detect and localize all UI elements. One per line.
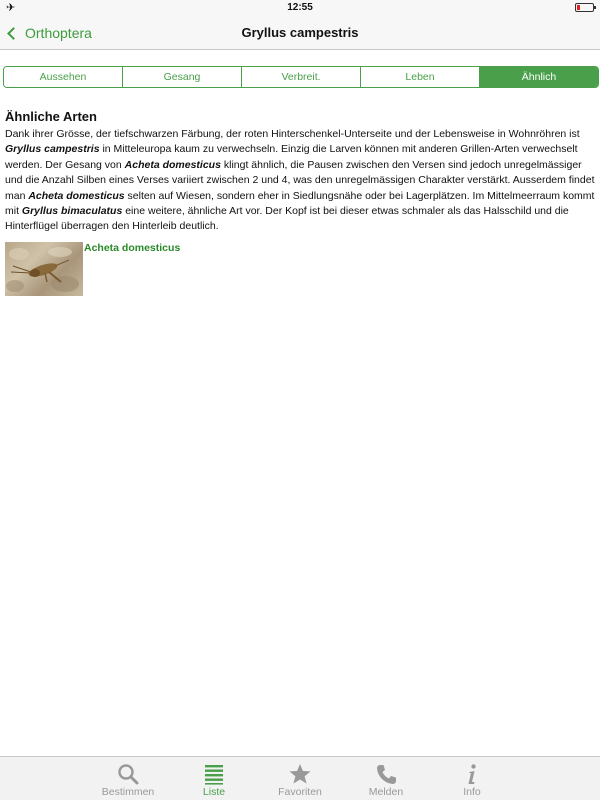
tabbar-label: Melden bbox=[368, 786, 404, 798]
tabbar-label: Favoriten bbox=[278, 786, 322, 798]
tabbar-item-info[interactable] bbox=[427, 757, 517, 800]
tab-aussehen[interactable]: Aussehen bbox=[4, 67, 123, 87]
page-title: Gryllus campestris bbox=[241, 25, 359, 40]
search-icon bbox=[116, 763, 140, 785]
tabbar-label: Bestimmen bbox=[101, 786, 155, 798]
section-heading: Ähnliche Arten bbox=[5, 109, 97, 124]
airplane-icon: ✈ bbox=[6, 2, 16, 14]
similar-species-name: Acheta domesticus bbox=[84, 242, 181, 254]
tabbar-label: Info bbox=[463, 786, 481, 798]
tab-aehnlich[interactable]: Ähnlich bbox=[480, 67, 598, 87]
text-part: Dank ihrer Grösse, der tiefschwarzen Färbung, der roten Hinterschenkel-Unterseite und der Lebensweise in Wohnröhren ist bbox=[5, 128, 580, 140]
section-tabs bbox=[3, 66, 599, 88]
species-name-inline: Gryllus bimaculatus bbox=[21, 205, 123, 218]
status-time: 12:55 bbox=[287, 2, 313, 13]
bottom-tab-bar bbox=[0, 756, 600, 800]
tab-gesang[interactable]: Gesang bbox=[123, 67, 242, 87]
tabbar-item-melden[interactable] bbox=[341, 757, 431, 800]
battery-icon bbox=[575, 3, 594, 12]
navigation-bar bbox=[0, 16, 600, 50]
list-icon bbox=[202, 763, 226, 785]
species-name-inline: Acheta domesticus bbox=[28, 189, 125, 202]
tabbar-item-bestimmen[interactable] bbox=[83, 757, 173, 800]
tab-verbreitung[interactable]: Verbreit. bbox=[242, 67, 361, 87]
text-part: selten auf Wiesen, sondern eher in Siedlungsnähe oder bei Lagerplätzen. Im Mittelmeerraum kommt mit bbox=[5, 189, 595, 218]
text-part: klingt ähnlich, die Pausen zwischen den Versen sind jedoch unregelmässiger und die Anzahl Silben eines Verses variiert zwischen 2 und 4, was den unregelmässigen Charakter verstärkt. Ausserdem findet man bbox=[5, 158, 595, 202]
tabbar-label: Liste bbox=[202, 786, 226, 798]
tabbar-item-favoriten[interactable] bbox=[255, 757, 345, 800]
phone-icon bbox=[374, 763, 398, 785]
species-name-inline: Gryllus campestris bbox=[5, 143, 100, 156]
star-icon bbox=[288, 763, 312, 785]
text-part: eine weitere, ähnliche Art vor. Der Kopf ist bei dieser etwas schmaler als das Halsschild und die Hinterflügel überragen den Hinterleib deutlich. bbox=[5, 205, 569, 233]
tabbar-item-liste[interactable] bbox=[169, 757, 259, 800]
species-name-inline: Acheta domesticus bbox=[124, 158, 221, 171]
description-text bbox=[5, 127, 595, 235]
info-icon bbox=[460, 763, 484, 785]
similar-species-item[interactable] bbox=[5, 242, 305, 298]
back-button-label: Orthoptera bbox=[25, 25, 92, 41]
tab-leben[interactable]: Leben bbox=[361, 67, 480, 87]
species-thumbnail bbox=[5, 242, 83, 296]
text-part: in Mitteleuropa kaum zu verwechseln. Einzig die Larven können mit anderen Grillen-Arten verwechselt werden. Der Gesang von bbox=[5, 143, 578, 171]
status-bar bbox=[0, 0, 600, 16]
